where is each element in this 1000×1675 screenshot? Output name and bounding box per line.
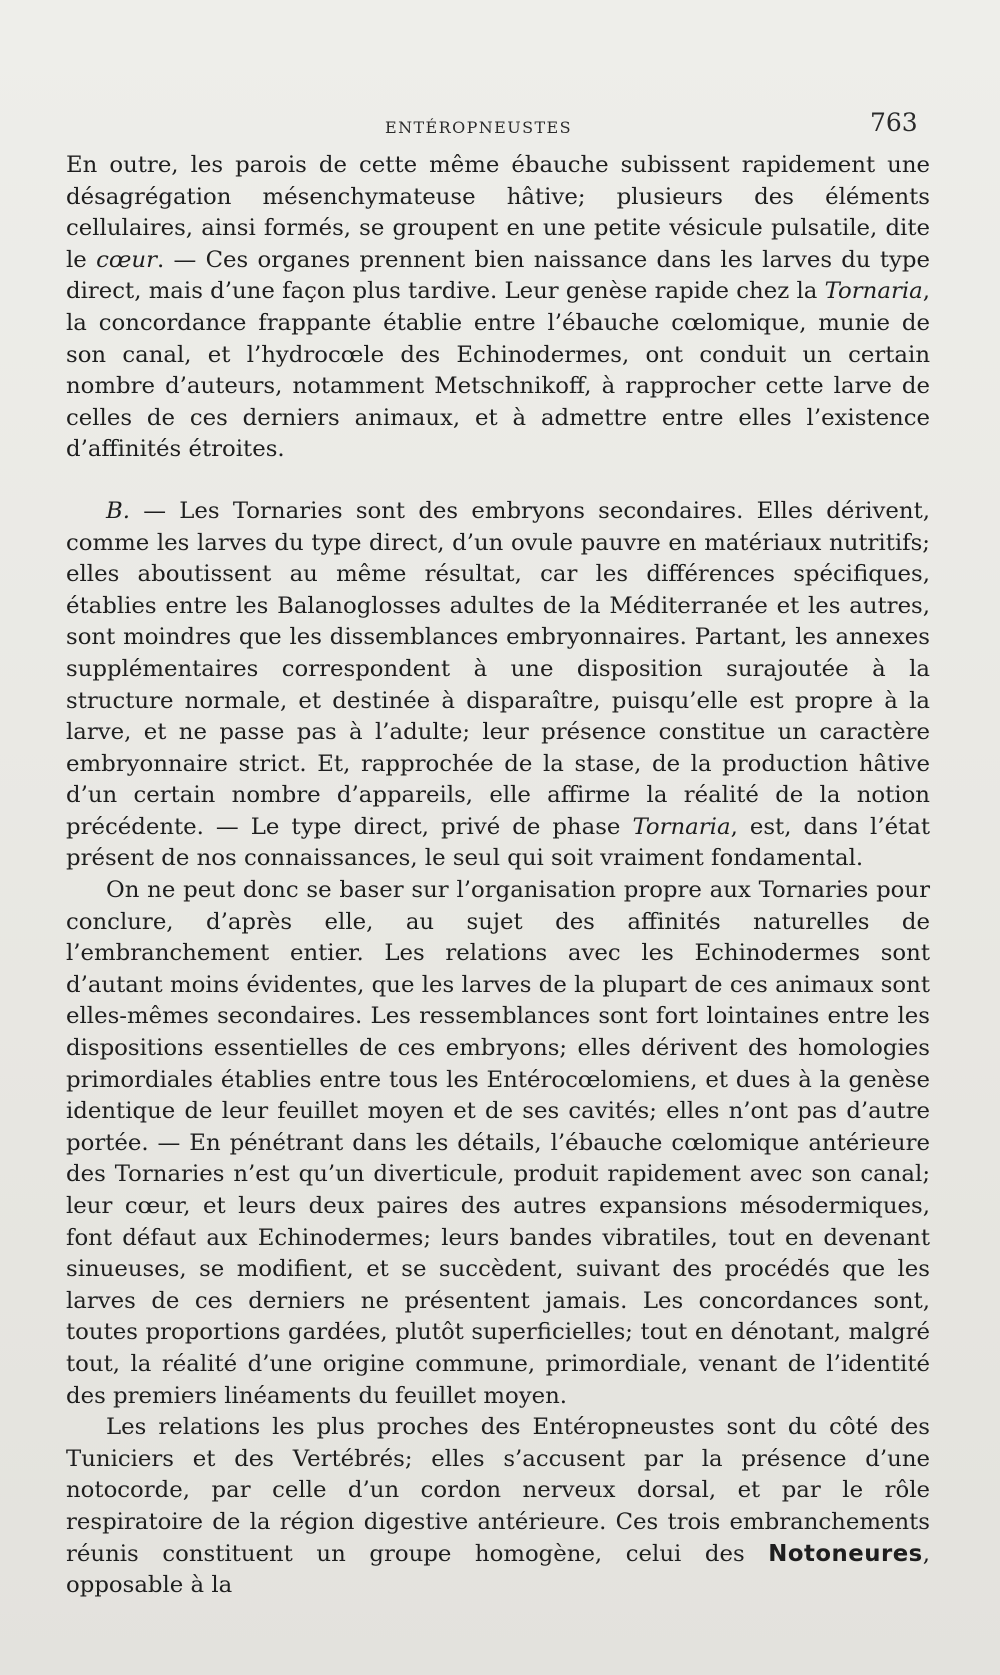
- page-number: 763: [870, 108, 918, 137]
- paragraph-4: [66, 1412, 930, 1602]
- section-marker: B.: [106, 497, 130, 524]
- paragraph-1-italic-a: cœur: [96, 246, 157, 273]
- paragraph-1-text-b: . — Ces organes prennent bien naissance dans les larves du type direct, mais d’une façon plus tardive. Leur genèse rapide chez la: [66, 246, 930, 305]
- paragraph-1: [66, 150, 930, 466]
- running-head: [0, 108, 1000, 148]
- paragraph-2: [66, 496, 930, 875]
- paragraph-1-text-a: En outre, les parois de cette même ébauche subissent rapidement une désagrégation mésenchymateuse hâtive; plusieurs des éléments cellulaires, ainsi formés, se groupent en une petite vésicule pulsatile, dite le: [66, 152, 930, 273]
- paragraph-4-bold-term: Notoneures: [768, 1540, 923, 1567]
- body-text: [66, 150, 930, 1602]
- paragraph-2-text-a: — Les Tornaries sont des embryons secondaires. Elles dérivent, comme les larves du type direct, d’un ovule pauvre en matériaux nutritifs; elles aboutissent au même résultat, car les différences spécifiques, établies entre les Balanoglosses adultes de la Méditerranée et les autres, sont moindres que les dissemblances embryonnaires. Partant, les annexes supplémentaires correspondent à une disposition surajoutée à la structure normale, et destinée à disparaître, puisqu’elle est propre à la larve, et ne passe pas à l’adulte; leur présence constitue un caractère embryonnaire strict. Et, rapprochée de la stase, de la production hâtive d’un certain nombre d’appareils, elle affirme la réalité de la notion précédente. — Le type direct, privé de phase: [66, 497, 930, 840]
- paragraph-3: [66, 875, 930, 1412]
- paragraph-4-text-b: , opposable à la: [66, 1540, 930, 1599]
- paragraph-4-text-a: Les relations les plus proches des Entéropneustes sont du côté des Tuniciers et des Vertébrés; elles s’accusent par la présence d’une notocorde, par celle d’un cordon nerveux dorsal, et par le rôle respiratoire de la région digestive antérieure. Ces trois embranchements réunis constituent un groupe homogène, celui des: [66, 1414, 930, 1567]
- running-title: ENTÉROPNEUSTES: [385, 118, 572, 137]
- paragraph-2-italic: Tornaria: [632, 813, 731, 840]
- paragraph-1-italic-b: Tornaria: [824, 278, 923, 305]
- paragraph-3-text: On ne peut donc se baser sur l’organisation propre aux Tornaries pour conclure, d’après elle, au sujet des affinités naturelles de l’embranchement entier. Les relations avec les Echinodermes sont d’autant moins évidentes, que les larves de la plupart de ces animaux sont elles-mêmes secondaires. Les ressemblances sont fort lointaines entre les dispositions essentielles de ces embryons; elles dérivent des homologies primordiales établies entre tous les Entérocœlomiens, et dues à la genèse identique de leur feuillet moyen et de ses cavités; elles n’ont pas d’autre portée. — En pénétrant dans les détails, l’ébauche cœlomique antérieure des Tornaries n’est qu’un diverticule, produit rapidement avec son canal; leur cœur, et leurs deux paires des autres expansions mésodermiques, font défaut aux Echinodermes; leurs bandes vibratiles, tout en devenant sinueuses, se modifient, et se succèdent, suivant des procédés que les larves de ces derniers ne présentent jamais. Les concordances sont, toutes proportions gardées, plutôt superficielles; tout en dénotant, malgré tout, la réalité d’une origine commune, primordiale, venant de l’identité des premiers linéaments du feuillet moyen.: [66, 877, 930, 1409]
- paragraph-1-text-c: , la concordance frappante établie entre l’ébauche cœlomique, munie de son canal, et l’hydrocœle des Echinodermes, ont conduit un certain nombre d’auteurs, notamment Metschnikoff, à rapprocher cette larve de celles de ces derniers animaux, et à admettre entre elles l’existence d’affinités étroites.: [66, 278, 930, 463]
- paragraph-2-text-b: , est, dans l’état présent de nos connaissances, le seul qui soit vraiment fondamental.: [66, 813, 931, 872]
